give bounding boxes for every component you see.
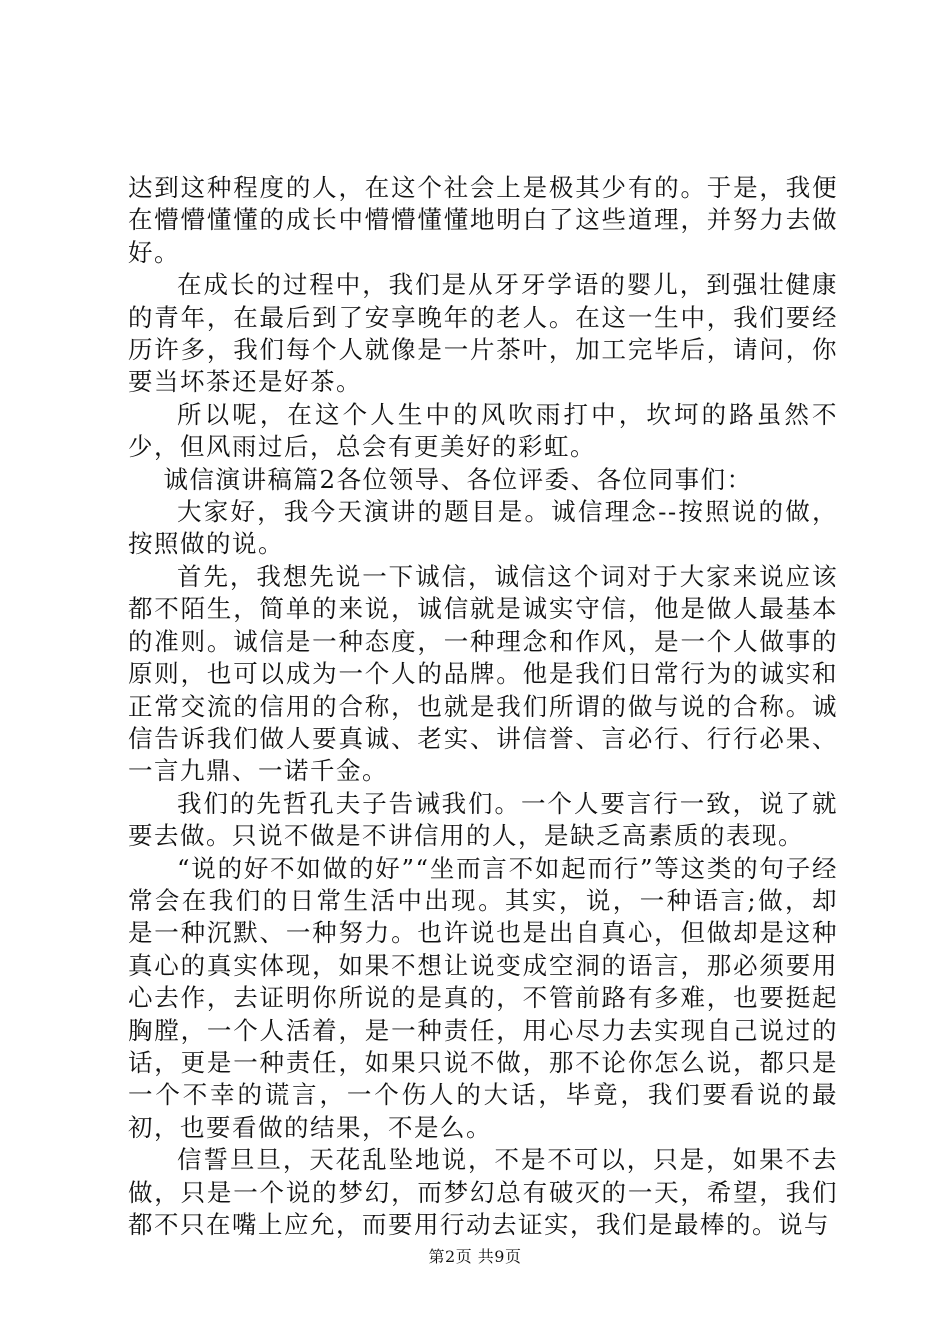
document-body — [128, 172, 838, 1241]
paragraph-confucius: 我们的先哲孔夫子告诫我们。一个人要言行一致，说了就要去做。只说不做是不讲信用的人，是缺乏高素质的表现。 — [128, 788, 838, 851]
paragraph-promise: 信誓旦旦，天花乱坠地说，不是不可以，只是，如果不去做，只是一个说的梦幻，而梦幻总有破灭的一天，希望，我们都不只在嘴上应允，而要用行动去证实，我们是最棒的。说与 — [128, 1145, 838, 1239]
paragraph-say-vs-do: “说的好不如做的好”“坐而言不如起而行”等这类的句子经常会在我们的日常生活中出现。其实，说，一种语言;做，却是一种沉默、一种努力。也许说也是出自真心，但做却是这种真心的真实体现，如果不想让说变成空洞的语言，那必须要用心去作，去证明你所说的是真的，不管前路有多难，也要挺起胸膛，一个人活着，是一种责任，用心尽力去实现自己说过的话，更是一种责任，如果只说不做，那不论你怎么说，都只是一个不幸的谎言，一个伤人的大话，毕竟，我们要看说的最初，也要看做的结果，不是么。 — [128, 853, 838, 1142]
paragraph-continuation: 达到这种程度的人，在这个社会上是极其少有的。于是，我便在懵懵懂懂的成长中懵懵懂懂地明白了这些道理，并努力去做好。 — [128, 173, 838, 267]
page-number-footer: 第2页 共9页 — [428, 1247, 522, 1266]
paragraph-greeting: 大家好，我今天演讲的题目是。诚信理念--按照说的做，按照做的说。 — [128, 497, 838, 559]
paragraph-growth: 在成长的过程中，我们是从牙牙学语的婴儿，到强壮健康的青年，在最后到了安享晚年的老人。在这一生中，我们要经历许多，我们每个人就像是一片茶叶，加工完毕后，请问，你要当坏茶还是好茶。 — [128, 270, 838, 397]
paragraph-speech-heading: 诚信演讲稿篇2各位领导、各位评委、各位同事们： — [163, 464, 753, 494]
paragraph-integrity-definition: 首先，我想先说一下诚信，诚信这个词对于大家来说应该都不陌生，简单的来说，诚信就是诚实守信，他是做人最基本的准则。诚信是一种态度，一种理念和作风，是一个人做事的原则，也可以成为一个人的品牌。他是我们日常行为的诚实和正常交流的信用的合称，也就是我们所谓的做与说的合称。诚信告诉我们做人要真诚、老实、讲信誉、言必行、行行必果、一言九鼎、一诺千金。 — [128, 561, 838, 786]
paragraph-rainbow: 所以呢，在这个人生中的风吹雨打中，坎坷的路虽然不少，但风雨过后，总会有更美好的彩虹。 — [128, 399, 838, 462]
